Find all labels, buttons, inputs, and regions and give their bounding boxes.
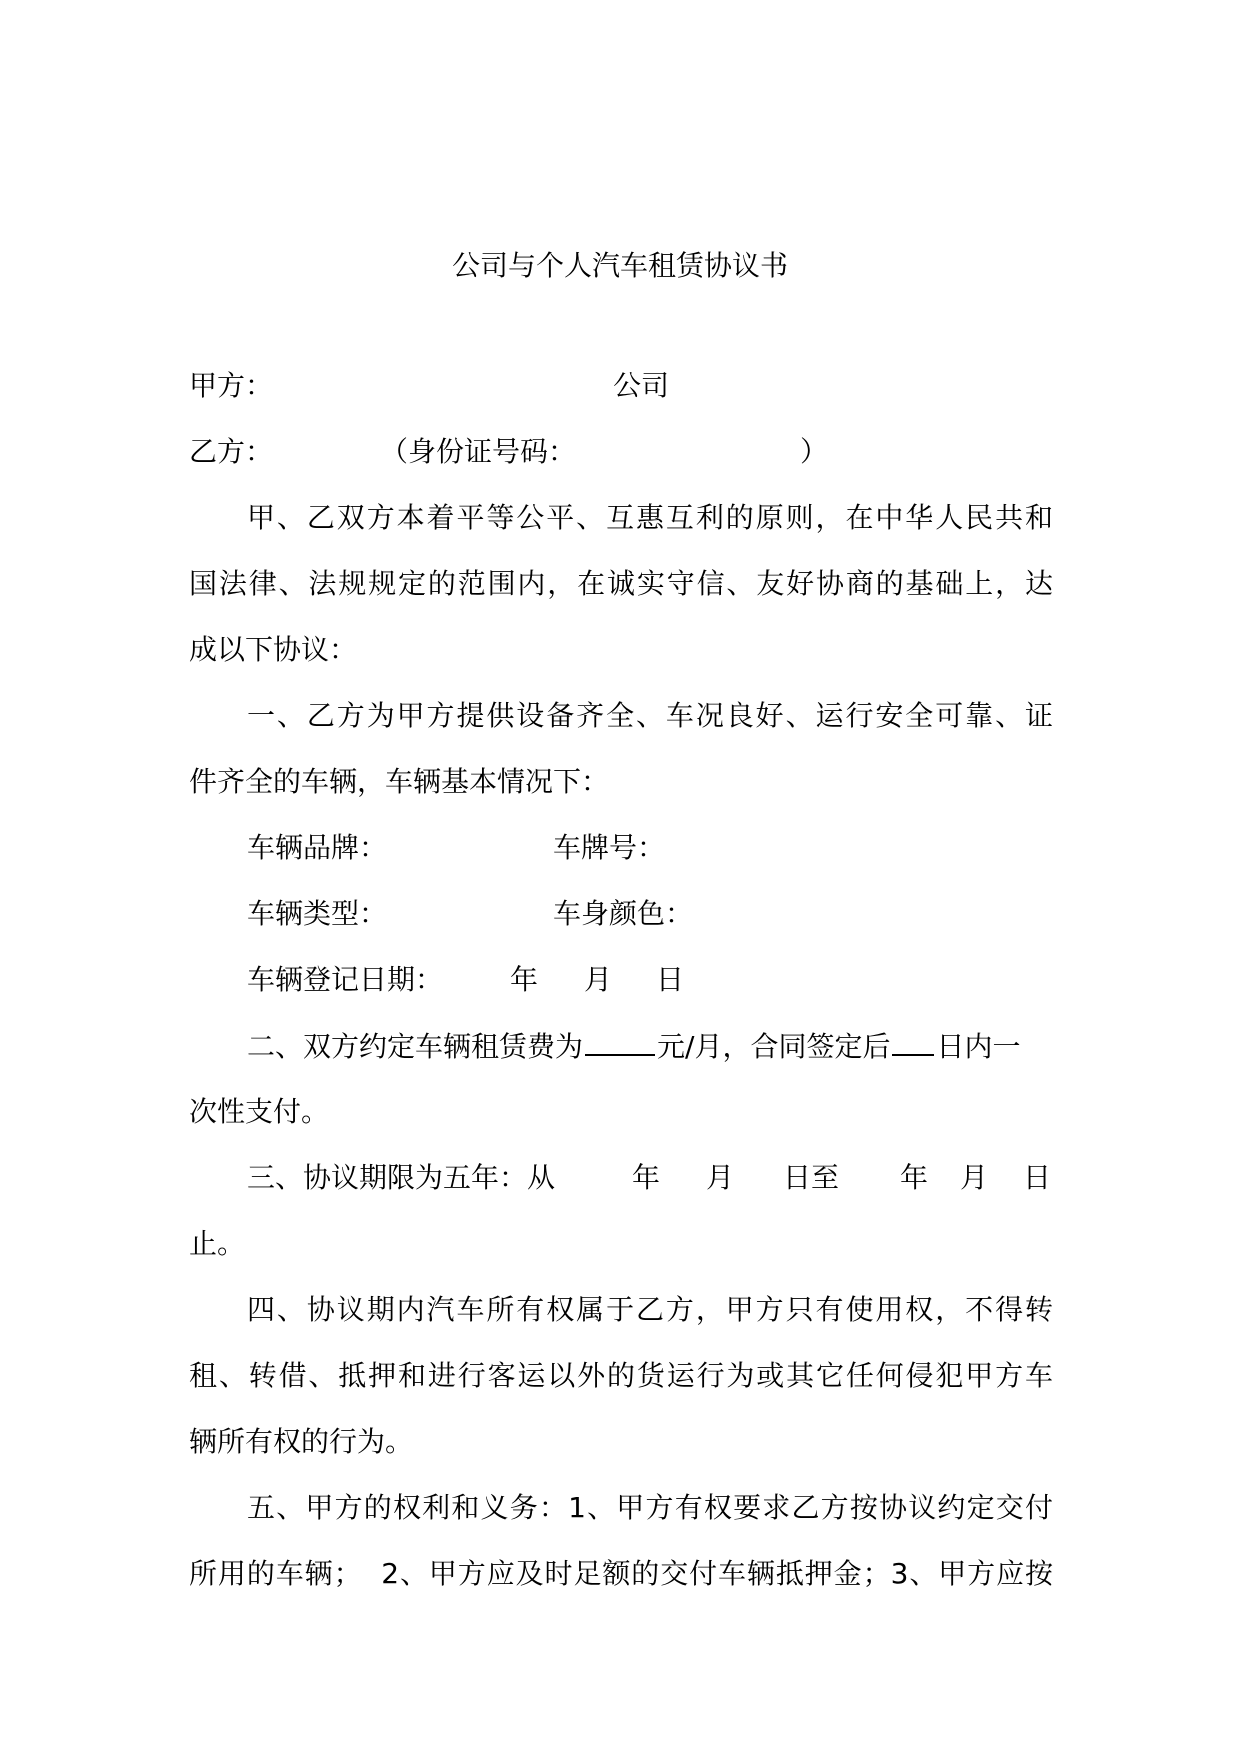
party-b-id-close: ） [800, 435, 829, 468]
vehicle-type-label: 车辆类型： [247, 897, 388, 930]
clause-3-year-2: 年 [900, 1161, 929, 1194]
clause-3-line-2: 止。 [189, 1227, 246, 1260]
party-b-id-open: （身份证号码： [380, 435, 577, 468]
vehicle-plate-label: 车牌号： [553, 831, 666, 864]
clause-5-line-1: 五、甲方的权利和义务：1、甲方有权要求乙方按协议约定交付 [247, 1491, 1053, 1524]
vehicle-color-label: 车身颜色： [553, 897, 694, 930]
vehicle-reg-year: 年 [510, 963, 539, 996]
party-a-label: 甲方： [189, 369, 274, 402]
document-title: 公司与个人汽车租赁协议书 [451, 249, 788, 282]
clause-3-day-2: 日 [1023, 1161, 1052, 1194]
clause-2-part-3: 日内一 [936, 1030, 1021, 1063]
clause-4-line-2: 租、转借、抵押和进行客运以外的货运行为或其它任何侵犯甲方车 [189, 1359, 1053, 1392]
vehicle-brand-label: 车辆品牌： [247, 831, 388, 864]
clause-1-line-2: 件齐全的车辆，车辆基本情况下： [189, 765, 610, 798]
clause-1-line-1: 一、乙方为甲方提供设备齐全、车况良好、运行安全可靠、证 [247, 699, 1053, 732]
clause-2-line-1 [247, 1026, 1020, 1067]
clause-2-part-2: 元/月，合同签定后 [657, 1030, 891, 1063]
clause-2-part-1: 二、双方约定车辆租赁费为 [247, 1030, 584, 1063]
clause-4-line-1: 四、协议期内汽车所有权属于乙方，甲方只有使用权，不得转 [247, 1293, 1053, 1326]
clause-3-year-1: 年 [632, 1161, 661, 1194]
rent-amount-blank [585, 1026, 655, 1056]
clause-4-line-3: 辆所有权的行为。 [189, 1425, 414, 1458]
clause-3-month-1: 月 [706, 1161, 735, 1194]
vehicle-reg-day: 日 [656, 963, 685, 996]
party-a-suffix: 公司 [613, 369, 670, 402]
clause-3-day-to: 日至 [783, 1161, 840, 1194]
clause-3-month-2: 月 [960, 1161, 989, 1194]
payment-days-blank [892, 1026, 934, 1056]
intro-line-2: 国法律、法规规定的范围内，在诚实守信、友好协商的基础上，达 [189, 567, 1053, 600]
intro-line-3: 成以下协议： [189, 633, 358, 666]
intro-line-1: 甲、乙双方本着平等公平、互惠互利的原则，在中华人民共和 [247, 501, 1053, 534]
clause-3-lead: 三、协议期限为五年：从 [247, 1161, 556, 1194]
clause-5-line-2: 所用的车辆； 2、甲方应及时足额的交付车辆抵押金；3、甲方应按 [189, 1557, 1053, 1590]
vehicle-reg-label: 车辆登记日期： [247, 963, 444, 996]
vehicle-reg-month: 月 [584, 963, 613, 996]
clause-2-line-2: 次性支付。 [189, 1095, 330, 1128]
party-b-label: 乙方： [189, 435, 274, 468]
